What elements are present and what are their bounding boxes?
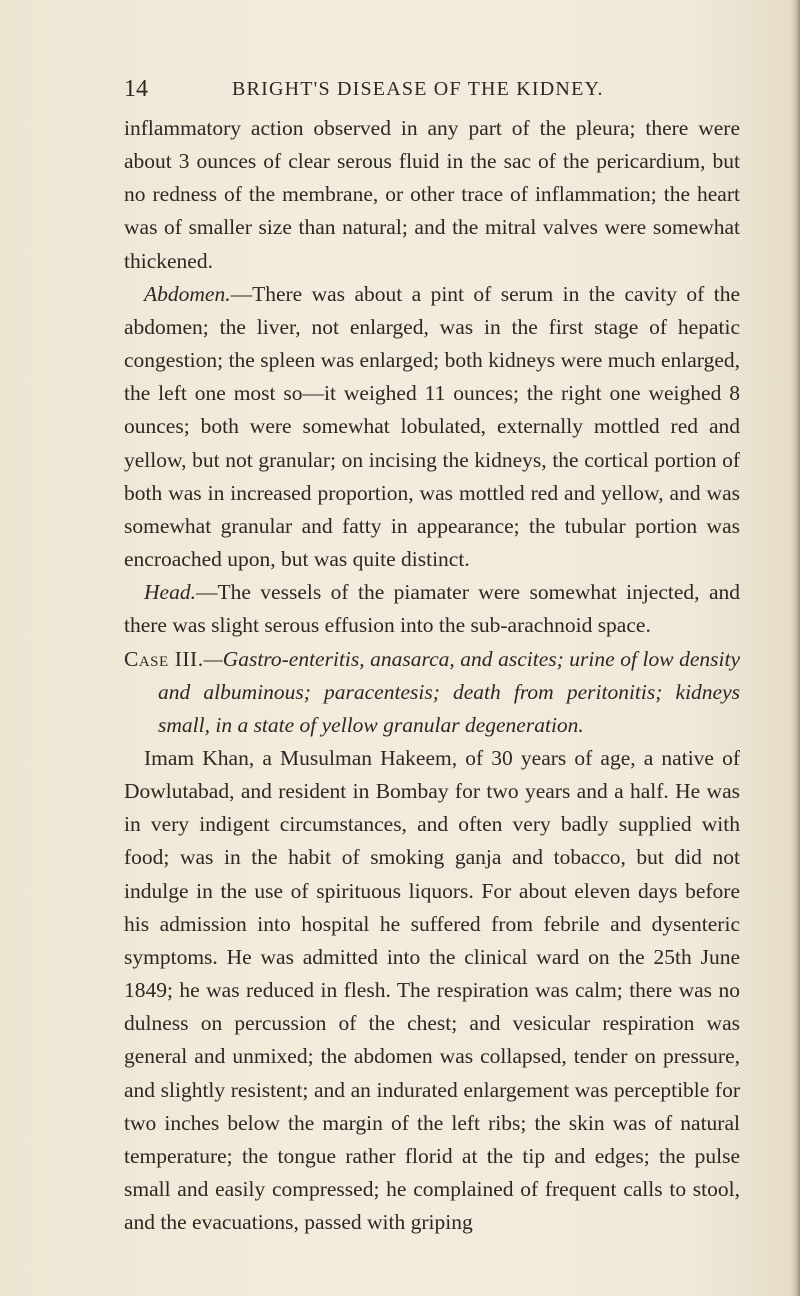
- head-text: —The vessels of the piamater were somewhat injected, and there was slight serous effusion into the sub-arachnoid space.: [124, 580, 740, 638]
- continuation-paragraph: inflammatory action observed in any part of the pleura; there were about 3 ounces of clear serous fluid in the sac of the pericardium, but no redness of the membrane, or other trace of inflammation; the heart was of smaller size than natural; and the mitral valves were somewhat thickened.: [124, 116, 740, 273]
- abdomen-text: —There was about a pint of serum in the cavity of the abdomen; the liver, not enlarged, was in the first stage of hepatic congestion; the spleen was enlarged; both kidneys were much enlarged, the left one most so—it weighed 11 ounces; the right one weighed 8 ounces; both were somewhat lobulated, externally mottled red and yellow, but not granular; on incising the kidneys, the cortical portion of both was in increased proportion, was mottled red and yellow, and was somewhat granular and fatty in appearance; the tubular portion was encroached upon, but was quite distinct.: [124, 281, 740, 572]
- page-number: 14: [124, 76, 148, 102]
- head-label: Head.: [144, 580, 196, 605]
- page-header: [124, 76, 744, 106]
- case-title: —Gastro-enteritis, anasarca, and ascites; urine of low density and albuminous; paracentesis; death from peritonitis; kidneys small, in a state of yellow granular degeneration.: [158, 646, 740, 737]
- head-paragraph: [124, 576, 740, 642]
- case-heading-paragraph: [124, 643, 740, 742]
- case-label: Case III.: [124, 646, 204, 671]
- running-title: BRIGHT'S DISEASE OF THE KIDNEY.: [232, 78, 604, 100]
- abdomen-paragraph: [124, 278, 740, 576]
- abdomen-label: Abdomen.: [144, 281, 231, 306]
- page-edge-shadow: [790, 0, 800, 1296]
- body-text: [124, 112, 740, 1239]
- case-body-paragraph: Imam Khan, a Musulman Hakeem, of 30 years of age, a native of Dowlutabad, and resident in Bombay for two years and a half. He was in very indigent circumstances, and often very badly supplied with food; was in the habit of smoking ganja and tobacco, but did not indulge in the use of spirituous liquors. For about eleven days before his admission into hospital he suffered from febrile and dysenteric symptoms. He was admitted into the clinical ward on the 25th June 1849; he was reduced in flesh. The respiration was calm; there was no dulness on percussion of the chest; and vesicular respiration was general and unmixed; the abdomen was collapsed, tender on pressure, and slightly resistent; and an indurated enlargement was perceptible for two inches below the margin of the left ribs; the skin was of natural temperature; the tongue rather florid at the tip and edges; the pulse small and easily compressed; he complained of frequent calls to stool, and the evacuations, passed with griping: [124, 745, 740, 1235]
